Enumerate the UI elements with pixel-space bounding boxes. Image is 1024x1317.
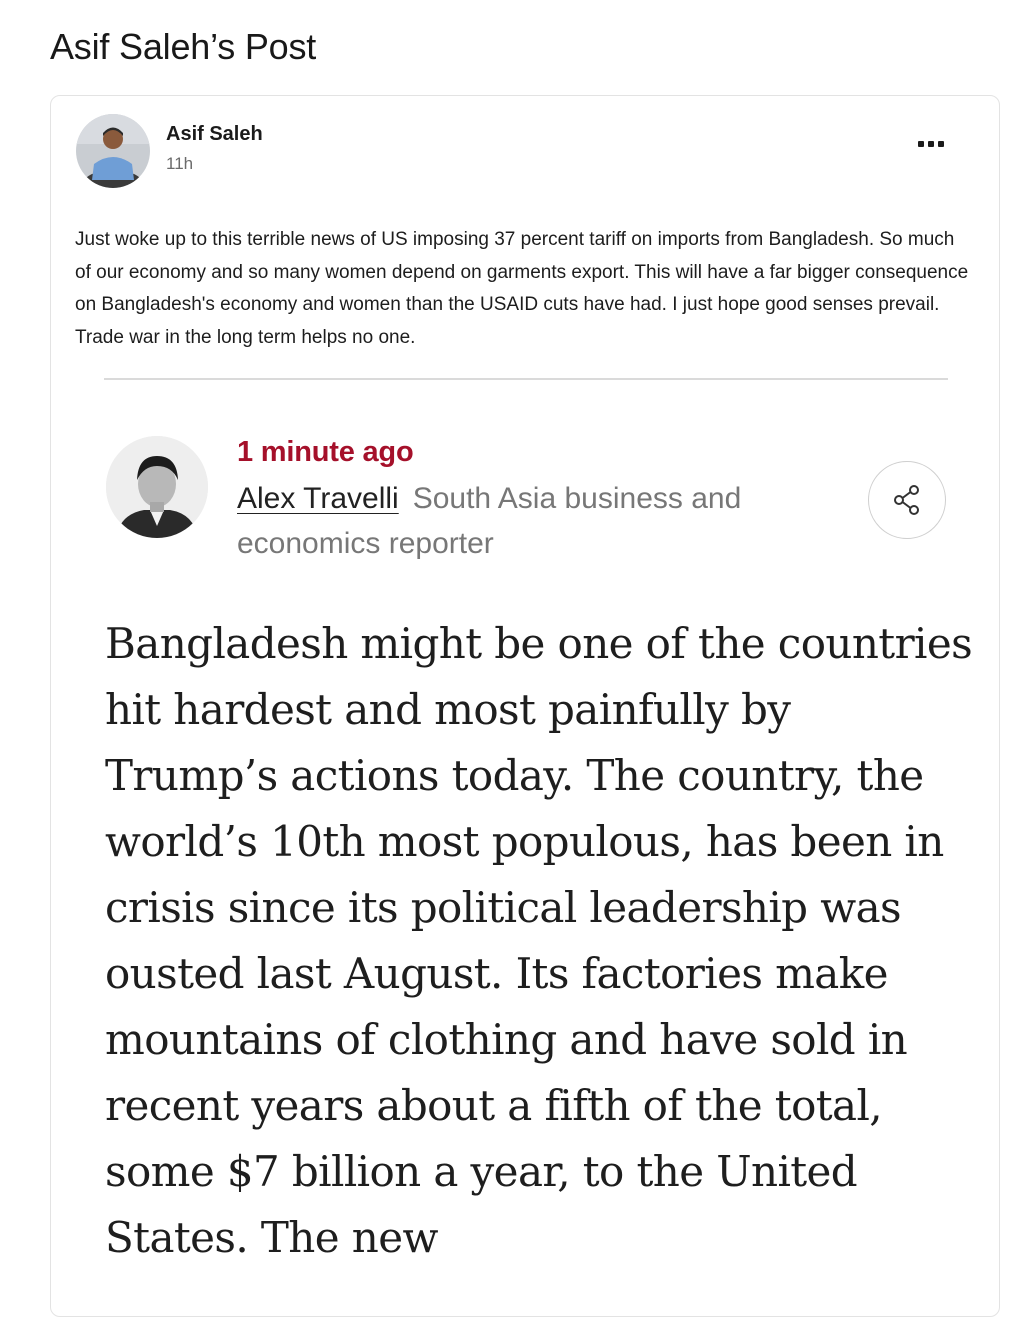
author-avatar[interactable] <box>76 114 150 188</box>
share-button[interactable] <box>868 461 946 539</box>
post-timestamp: 11h <box>166 154 194 173</box>
reporter-name-link[interactable]: Alex Travelli <box>237 482 399 515</box>
post-card <box>50 95 1000 1317</box>
more-horizontal-icon <box>918 141 924 147</box>
more-horizontal-icon-dot <box>928 141 934 147</box>
byline <box>237 476 817 566</box>
author-name[interactable]: Asif Saleh <box>166 123 263 145</box>
reporter-title: South Asia business and economics reporter <box>237 482 742 560</box>
reporter-photo <box>106 436 208 538</box>
article-age: 1 minute ago <box>237 436 414 468</box>
share-icon <box>890 483 924 517</box>
page-title: Asif Saleh’s Post <box>50 26 317 67</box>
article-body: Bangladesh might be one of the countries hit hardest and most painfully by Trump’s actions today. The country, the world’s 10th most populous, has been in crisis since its political leadership was ousted last August. Its factories make mountains of clothing and have sold in recent years about a fifth of the total, some $7 billion a year, to the United States. The new <box>105 619 973 1262</box>
post-text: Just woke up to this terrible news of US imposing 37 percent tariff on imports from Bangladesh. So much of our economy and so many women depend on garments export. This will have a far bigger consequence on Bangladesh's economy and women than the USAID cuts have had. I just hope good senses prevail. Trade war in the long term helps no one. <box>75 229 969 348</box>
more-options-button[interactable] <box>911 132 951 156</box>
more-horizontal-icon-dot <box>938 141 944 147</box>
divider <box>104 378 948 380</box>
